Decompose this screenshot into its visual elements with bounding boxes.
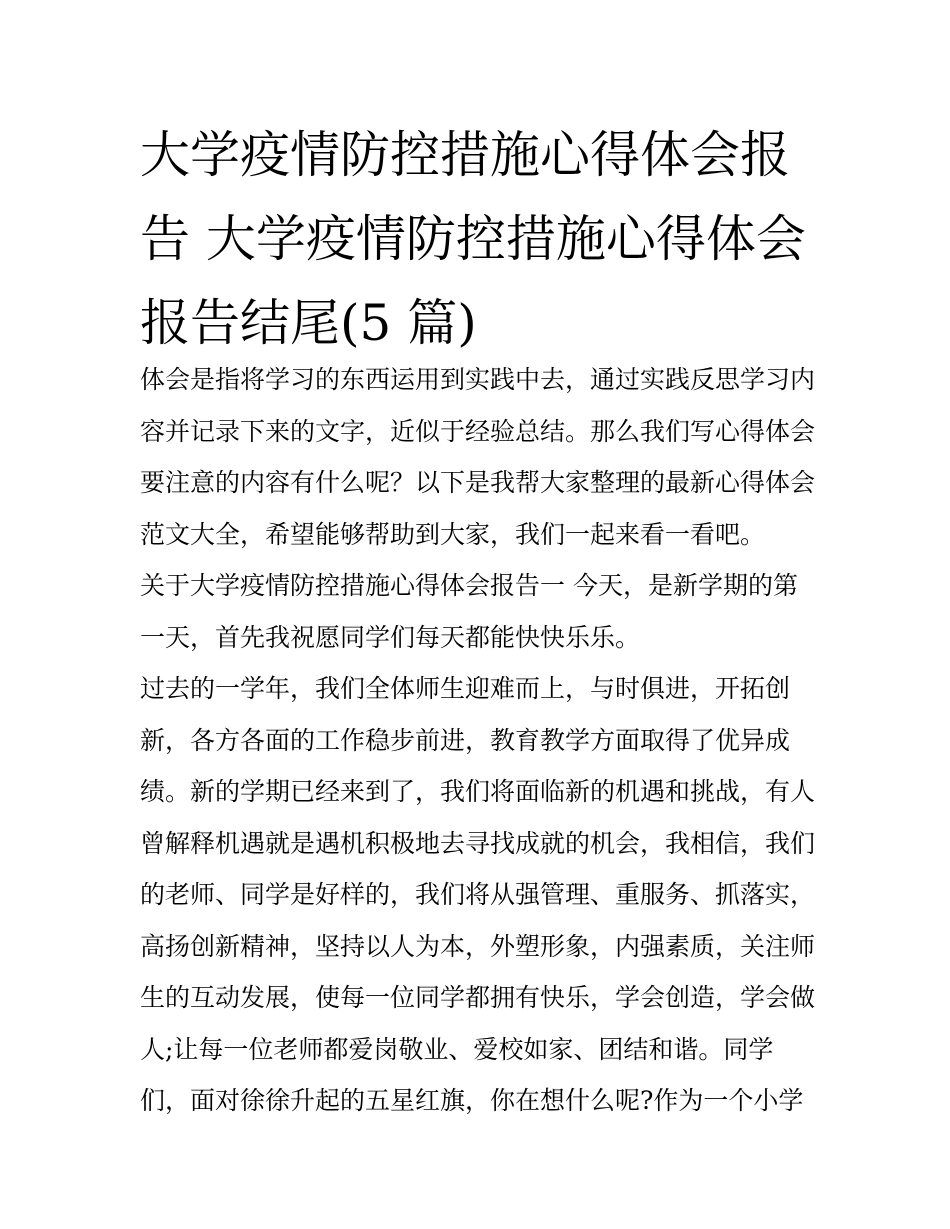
document-body <box>140 354 820 1127</box>
title-line-1: 大学疫情防控措施心得体会报 <box>140 126 790 184</box>
body-line-14: 人;让每一位老师都爱岗敬业、爱校如家、团结和谐。同学 <box>140 1034 774 1064</box>
title-line-3: 报告结尾(5 篇) <box>140 294 477 352</box>
body-line-4: 范文大全，希望能够帮助到大家，我们一起来看一看吧。 <box>140 519 766 549</box>
body-line-3: 要注意的内容有什么呢？以下是我帮大家整理的最新心得体会 <box>140 468 816 497</box>
body-line-12: 高扬创新精神，坚持以人为本，外塑形象，内强素质，关注师 <box>140 931 816 961</box>
title-line-2: 告 大学疫情防控措施心得体会 <box>140 210 806 268</box>
body-line-15: 们，面对徐徐升起的五星红旗，你在想什么呢?作为一个小学 <box>140 1086 804 1115</box>
body-line-5: 关于大学疫情防控措施心得体会报告一 今天，是新学期的第 <box>140 571 798 600</box>
body-line-2: 容并记录下来的文字，近似于经验总结。那么我们写心得体会 <box>140 416 816 446</box>
body-line-6: 一天，首先我祝愿同学们每天都能快快乐乐。 <box>140 622 641 652</box>
body-line-11: 的老师、同学是好样的，我们将从强管理、重服务、抓落实， <box>140 880 816 909</box>
body-line-10: 曾解释机遇就是遇机积极地去寻找成就的机会，我相信，我们 <box>140 828 816 858</box>
body-line-9: 绩。新的学期已经来到了，我们将面临新的机遇和挑战，有人 <box>140 777 816 806</box>
body-line-1: 体会是指将学习的东西运用到实践中去，通过实践反思学习内 <box>140 365 816 394</box>
body-line-8: 新，各方各面的工作稳步前进，教育教学方面取得了优异成 <box>140 725 791 755</box>
document-title <box>140 113 820 365</box>
body-line-13: 生的互动发展，使每一位同学都拥有快乐，学会创造，学会做 <box>140 983 816 1012</box>
body-line-7: 过去的一学年，我们全体师生迎难而上，与时俱进，开拓创 <box>140 674 791 703</box>
